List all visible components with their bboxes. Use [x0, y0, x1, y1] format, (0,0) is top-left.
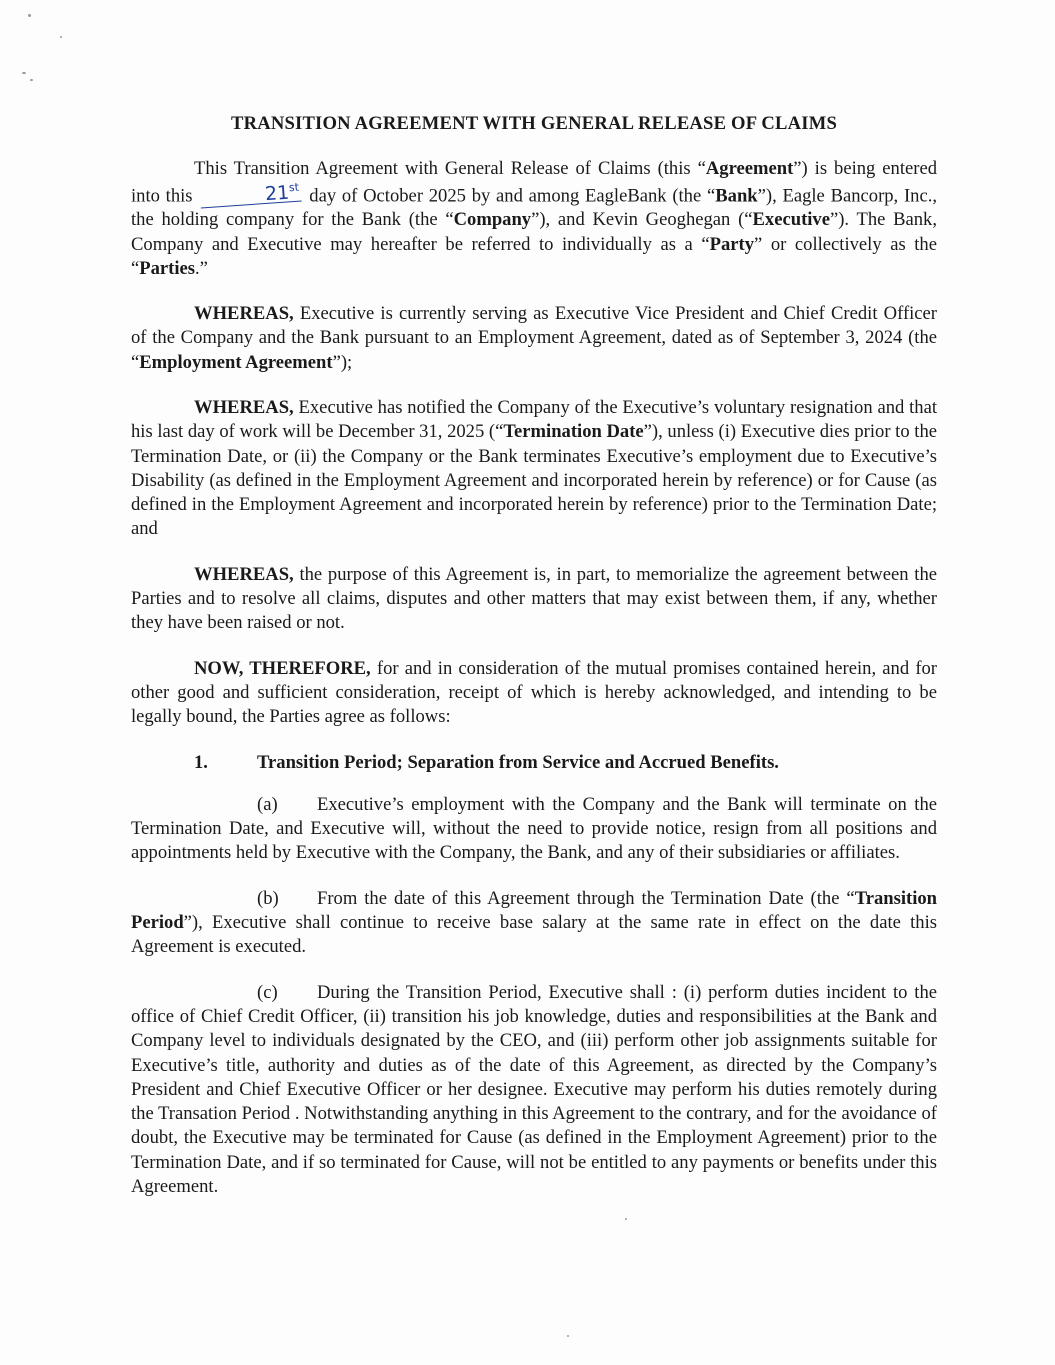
scan-speck — [30, 79, 33, 81]
now-therefore-lead: NOW, THEREFORE, — [194, 657, 371, 679]
intro-text: ”), and Kevin Geoghegan (“ — [531, 209, 753, 231]
whereas-text: the purpose of this Agreement is, in part, to memorialize the agreement between the Parties and to resolve all claims, disputes and other matters that may exist between them, if any, whether they have been raised or not. — [131, 563, 937, 634]
defined-term: Transition Period — [131, 887, 937, 934]
defined-term: Termination Date — [503, 421, 644, 443]
paragraph-b — [131, 887, 937, 960]
defined-term: Agreement — [705, 158, 794, 180]
document-title: TRANSITION AGREEMENT WITH GENERAL RELEASE OF CLAIMS — [230, 113, 838, 134]
paragraph-label: (b) — [257, 887, 279, 909]
intro-text: ”). The Bank, Company and Executive may hereafter be referred to individually as a “ — [131, 209, 938, 255]
whereas-lead: WHEREAS, — [194, 563, 294, 585]
paragraph-a — [131, 793, 937, 866]
intro-text: ”), Eagle Bancorp, Inc., the holding company for the Bank (the “ — [131, 184, 937, 231]
intro-text: ” or collectively as the “ — [131, 233, 937, 279]
paragraph-text: From the date of this Agreement through the Termination Date (the “ — [317, 887, 855, 909]
intro-text: .” — [195, 257, 208, 279]
whereas-text: Executive has notified the Company of the Executive’s voluntary resignation and that his last day of work will be December 31, 2025 (“ — [131, 397, 937, 443]
handwritten-suffix: st — [288, 180, 300, 194]
handwritten-day: 21 — [264, 181, 291, 205]
section-1-heading — [131, 751, 937, 775]
whereas-lead: WHEREAS, — [194, 397, 294, 418]
defined-term: Executive — [752, 209, 830, 231]
document-body — [131, 112, 937, 1220]
scan-speck — [22, 72, 26, 74]
now-therefore-paragraph — [131, 657, 937, 730]
defined-term: Company — [453, 209, 532, 231]
intro-text: This Transition Agreement with General Release of Claims (this “ — [194, 158, 706, 180]
paragraph-text: During the Transition Period, Executive shall : (i) perform duties incident to the office of Chief Credit Officer, (ii) transition his job knowledge, duties and responsibilities at the Bank and Company level to individuals designated by the CEO, and (iii) perform other job assignments suitable for Executive’s title, authority and duties as of the date of this Agreement, as directed by the Company’s President and Chief Executive Officer or her designee. Executive may perform his duties remotely during the Transation Period . Notwithstanding anything in this Agreement to the contrary, and for the avoidance of doubt, the Executive may be terminated for Cause (as defined in the Employment Agreement) prior to the Termination Date, and if so terminated for Cause, will not be entitled to any payments or benefits under this Agreement. — [131, 981, 937, 1198]
paragraph-text: ”), Executive shall continue to receive base salary at the same rate in effect on the date this Agreement is executed. — [131, 912, 937, 958]
whereas-paragraph-2 — [131, 396, 937, 542]
whereas-text: ”); — [332, 351, 353, 373]
intro-text: ”) is being entered into this — [131, 158, 937, 206]
intro-paragraph — [131, 157, 937, 281]
whereas-text: ”), unless (i) Executive dies prior to the Termination Date, or (ii) the Company or the Bank terminates Executive’s employment due to Executive’s Disability (as defined in the Employment Agreement and incorporated herein by reference) or for Cause (as defined in the Employment Agreement and incorporated herein by reference) prior to the Termination Date; and — [131, 421, 937, 540]
section-number: 1. — [194, 751, 208, 773]
now-therefore-text: for and in consideration of the mutual promises contained herein, and for other good and sufficient consideration, receipt of which is hereby acknowledged, and intending to be legally bound, the Parties agree as follows: — [131, 657, 937, 728]
paragraph-label: (a) — [257, 793, 278, 815]
section-heading-text: Transition Period; Separation from Service and Accrued Benefits. — [257, 751, 779, 773]
whereas-lead: WHEREAS, — [194, 303, 294, 325]
handwritten-date — [200, 178, 303, 208]
scan-speck — [567, 1335, 569, 1337]
defined-term: Parties — [139, 257, 196, 279]
scan-speck — [28, 14, 31, 17]
whereas-paragraph-3 — [131, 563, 937, 636]
whereas-text: Executive is currently serving as Executive Vice President and Chief Credit Officer of the Company and the Bank pursuant to an Employment Agreement, dated as of September 3, 2024 (the “ — [131, 303, 937, 373]
defined-term: Bank — [715, 184, 758, 206]
paragraph-c — [131, 981, 937, 1200]
paragraph-label: (c) — [257, 981, 278, 1003]
defined-term: Employment Agreement — [139, 351, 333, 373]
whereas-paragraph-1 — [131, 302, 937, 375]
scan-speck — [60, 36, 62, 38]
paragraph-text: Executive’s employment with the Company and the Bank will terminate on the Termination Date, and Executive will, without the need to provide notice, resign from all positions and appointments held by Executive with the Company, the Bank, and any of their subsidiaries or affiliates. — [131, 793, 937, 864]
defined-term: Party — [709, 233, 754, 255]
intro-text: day of October 2025 by and among EagleBank (the “ — [303, 184, 716, 206]
